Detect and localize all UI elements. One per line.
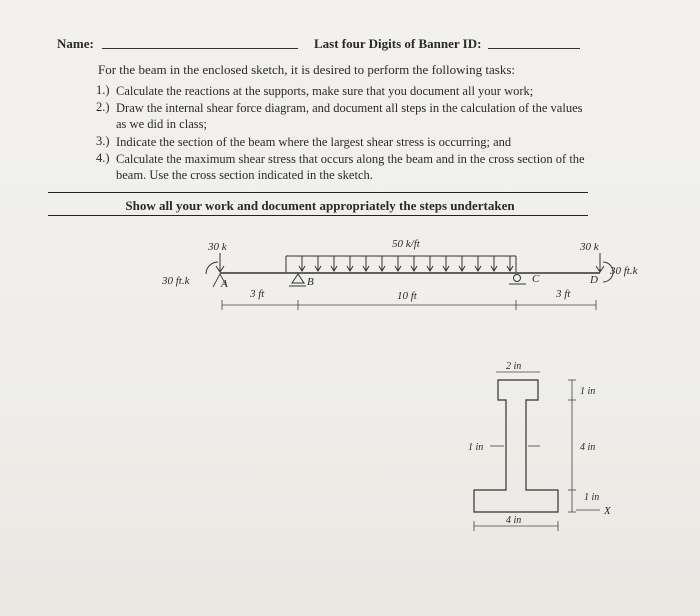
task-number: 1.) (96, 83, 110, 97)
right-load-label: 30 k (580, 241, 599, 253)
instruction-text: Show all your work and document appropriately the steps undertaken (125, 198, 515, 213)
task-number: 3.) (96, 134, 110, 148)
intro-text: For the beam in the enclosed sketch, it is desired to perform the following tasks: (98, 62, 515, 77)
task-number: 4.) (96, 151, 110, 165)
left-load-label: 30 k (208, 241, 227, 253)
i-beam-cross-section (474, 380, 558, 512)
distributed-load-label: 50 k/ft (392, 238, 420, 250)
task-text: Indicate the section of the beam where the largest shear stress is occurring; and (116, 135, 512, 149)
right-moment-label: 30 ft.k (610, 265, 638, 277)
top-flange-thickness-label: 1 in (580, 386, 596, 397)
support-c-icon (509, 275, 526, 285)
web-thickness-label: 1 in (468, 442, 484, 453)
web-height-label: 4 in (580, 442, 596, 453)
right-point-load-arrow (596, 253, 604, 272)
task-text: Calculate the reactions at the supports, make sure that you document all your work; (116, 84, 534, 98)
point-b-label: B (307, 276, 314, 288)
task-text: Draw the internal shear force diagram, and document all steps in the calculation of the values as we did in class; (116, 101, 583, 131)
left-moment-label: 30 ft.k (162, 275, 190, 287)
point-c-label: C (532, 273, 540, 285)
span-ab-label: 3 ft (250, 288, 265, 300)
task-number: 2.) (96, 100, 110, 114)
left-moment-curl (206, 262, 218, 274)
bottom-flange-width-label: 4 in (506, 515, 522, 526)
span-bc-label: 10 ft (397, 290, 417, 302)
banner-id-label: Last four Digits of Banner ID: (314, 36, 482, 51)
x-axis-label: X (604, 505, 611, 517)
bottom-flange-thickness-label: 1 in (584, 492, 600, 503)
top-flange-width-label: 2 in (506, 361, 522, 372)
support-b-icon (289, 274, 306, 286)
name-label: Name: (57, 36, 94, 51)
point-a-label: A (221, 278, 228, 290)
task-text: Calculate the maximum shear stress that occurs along the beam and in the cross section of the beam. Use the cross section indicated in the sketch. (116, 152, 585, 182)
span-cd-label: 3 ft (556, 288, 571, 300)
distributed-load (286, 256, 516, 272)
point-d-label: D (590, 274, 598, 286)
